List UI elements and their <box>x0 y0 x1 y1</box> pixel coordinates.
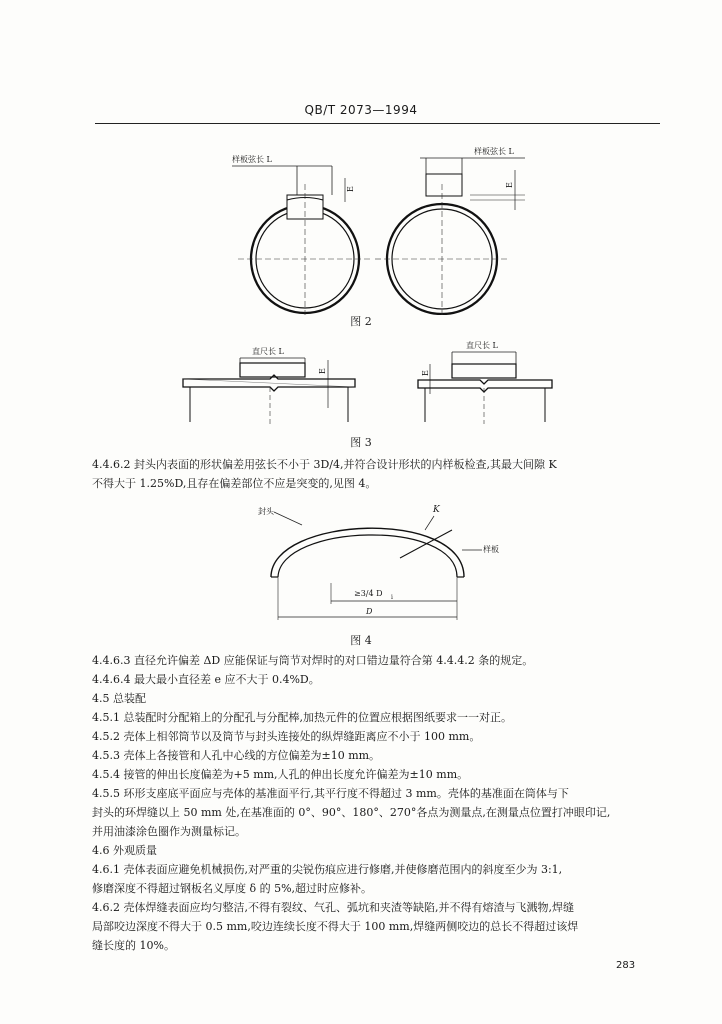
fig4-template-label: 样板 <box>483 545 499 554</box>
figure-2-caption: 图 2 <box>350 315 372 328</box>
fig4-dim-small: ≥3/4 D <box>354 589 383 598</box>
heading-4-6: 4.6 外观质量 <box>92 844 157 857</box>
para-4-4-6-2-b: 不得大于 1.25%D,且存在偏差部位不应是突变的,见图 4。 <box>92 477 377 490</box>
para-4-6-1-a: 4.6.1 壳体表面应避免机械损伤,对严重的尖锐伤痕应进行修磨,并使修磨范围内的斜度至少为 3:1, <box>92 863 563 876</box>
para-4-5-1: 4.5.1 总装配时分配箱上的分配孔与分配棒,加热元件的位置应根据图纸要求一一对正。 <box>92 711 512 724</box>
figure-4-caption: 图 4 <box>350 634 372 647</box>
fig3-label-left: 直尺长 L <box>252 347 284 356</box>
header-rule <box>95 123 660 124</box>
para-4-4-6-4: 4.4.6.4 最大最小直径差 e 应不大于 0.4%D。 <box>92 673 320 686</box>
para-4-5-5-a: 4.5.5 环形支座底平面应与壳体的基准面平行,其平行度不得超过 3 mm。壳体的基准面在筒体与下 <box>92 787 569 800</box>
para-4-4-6-2-a: 4.4.6.2 封头内表面的形状偏差用弦长不小于 3D/4,并符合设计形状的内样板检查,其最大间隙 K <box>92 458 557 471</box>
para-4-5-3: 4.5.3 壳体上各接管和人孔中心线的方位偏差为±10 mm。 <box>92 749 381 762</box>
para-4-5-4: 4.5.4 接管的伸出长度偏差为+5 mm,人孔的伸出长度允许偏差为±10 mm。 <box>92 768 469 781</box>
para-4-5-5-b: 封头的环焊缝以上 50 mm 处,在基准面的 0°、90°、180°、270°各点为测量点,在测量点位置打冲眼印记, <box>92 806 611 819</box>
fig4-dim-large: D <box>366 607 373 616</box>
para-4-6-2-a: 4.6.2 壳体焊缝表面应均匀整洁,不得有裂纹、气孔、弧坑和夹渣等缺陷,并不得有熔渣与飞溅物,焊缝 <box>92 901 574 914</box>
page-number: 283 <box>616 960 636 971</box>
para-4-6-1-b: 修磨深度不得超过钢板名义厚度 δ 的 5%,超过时应修补。 <box>92 882 373 895</box>
fig3-e-right: E <box>421 370 430 376</box>
fig2-label-left: 样板弦长 L <box>232 155 272 164</box>
fig2-label-right: 样板弦长 L <box>474 147 514 156</box>
heading-4-5: 4.5 总装配 <box>92 692 146 705</box>
running-header: QB/T 2073—1994 <box>304 103 418 117</box>
fig3-label-right: 直尺长 L <box>466 341 498 350</box>
figure-2 <box>0 140 722 315</box>
para-4-5-2: 4.5.2 壳体上相邻筒节以及筒节与封头连接处的纵焊缝距离应不小于 100 mm。 <box>92 730 481 743</box>
figure-3 <box>0 334 722 434</box>
fig4-dim-sub: i <box>391 594 393 601</box>
fig2-e-right: E <box>505 182 514 188</box>
para-4-5-5-c: 并用油漆涂色圈作为测量标记。 <box>92 825 246 838</box>
figure-3-caption: 图 3 <box>350 436 372 449</box>
para-4-6-2-b: 局部咬边深度不得大于 0.5 mm,咬边连续长度不得大于 100 mm,焊缝两侧咬边的总长不得超过该焊 <box>92 920 579 933</box>
fig4-k-label: K <box>433 505 440 515</box>
fig2-e-left: E <box>346 186 355 192</box>
para-4-4-6-3: 4.4.6.3 直径允许偏差 ΔD 应能保证与筒节对焊时的对口错边量符合第 4.4.4.2 条的规定。 <box>92 654 534 667</box>
figure-4 <box>0 498 722 630</box>
fig3-e-left: E <box>318 368 327 374</box>
fig4-head-label: 封头 <box>258 507 274 516</box>
para-4-6-2-c: 缝长度的 10%。 <box>92 939 175 952</box>
